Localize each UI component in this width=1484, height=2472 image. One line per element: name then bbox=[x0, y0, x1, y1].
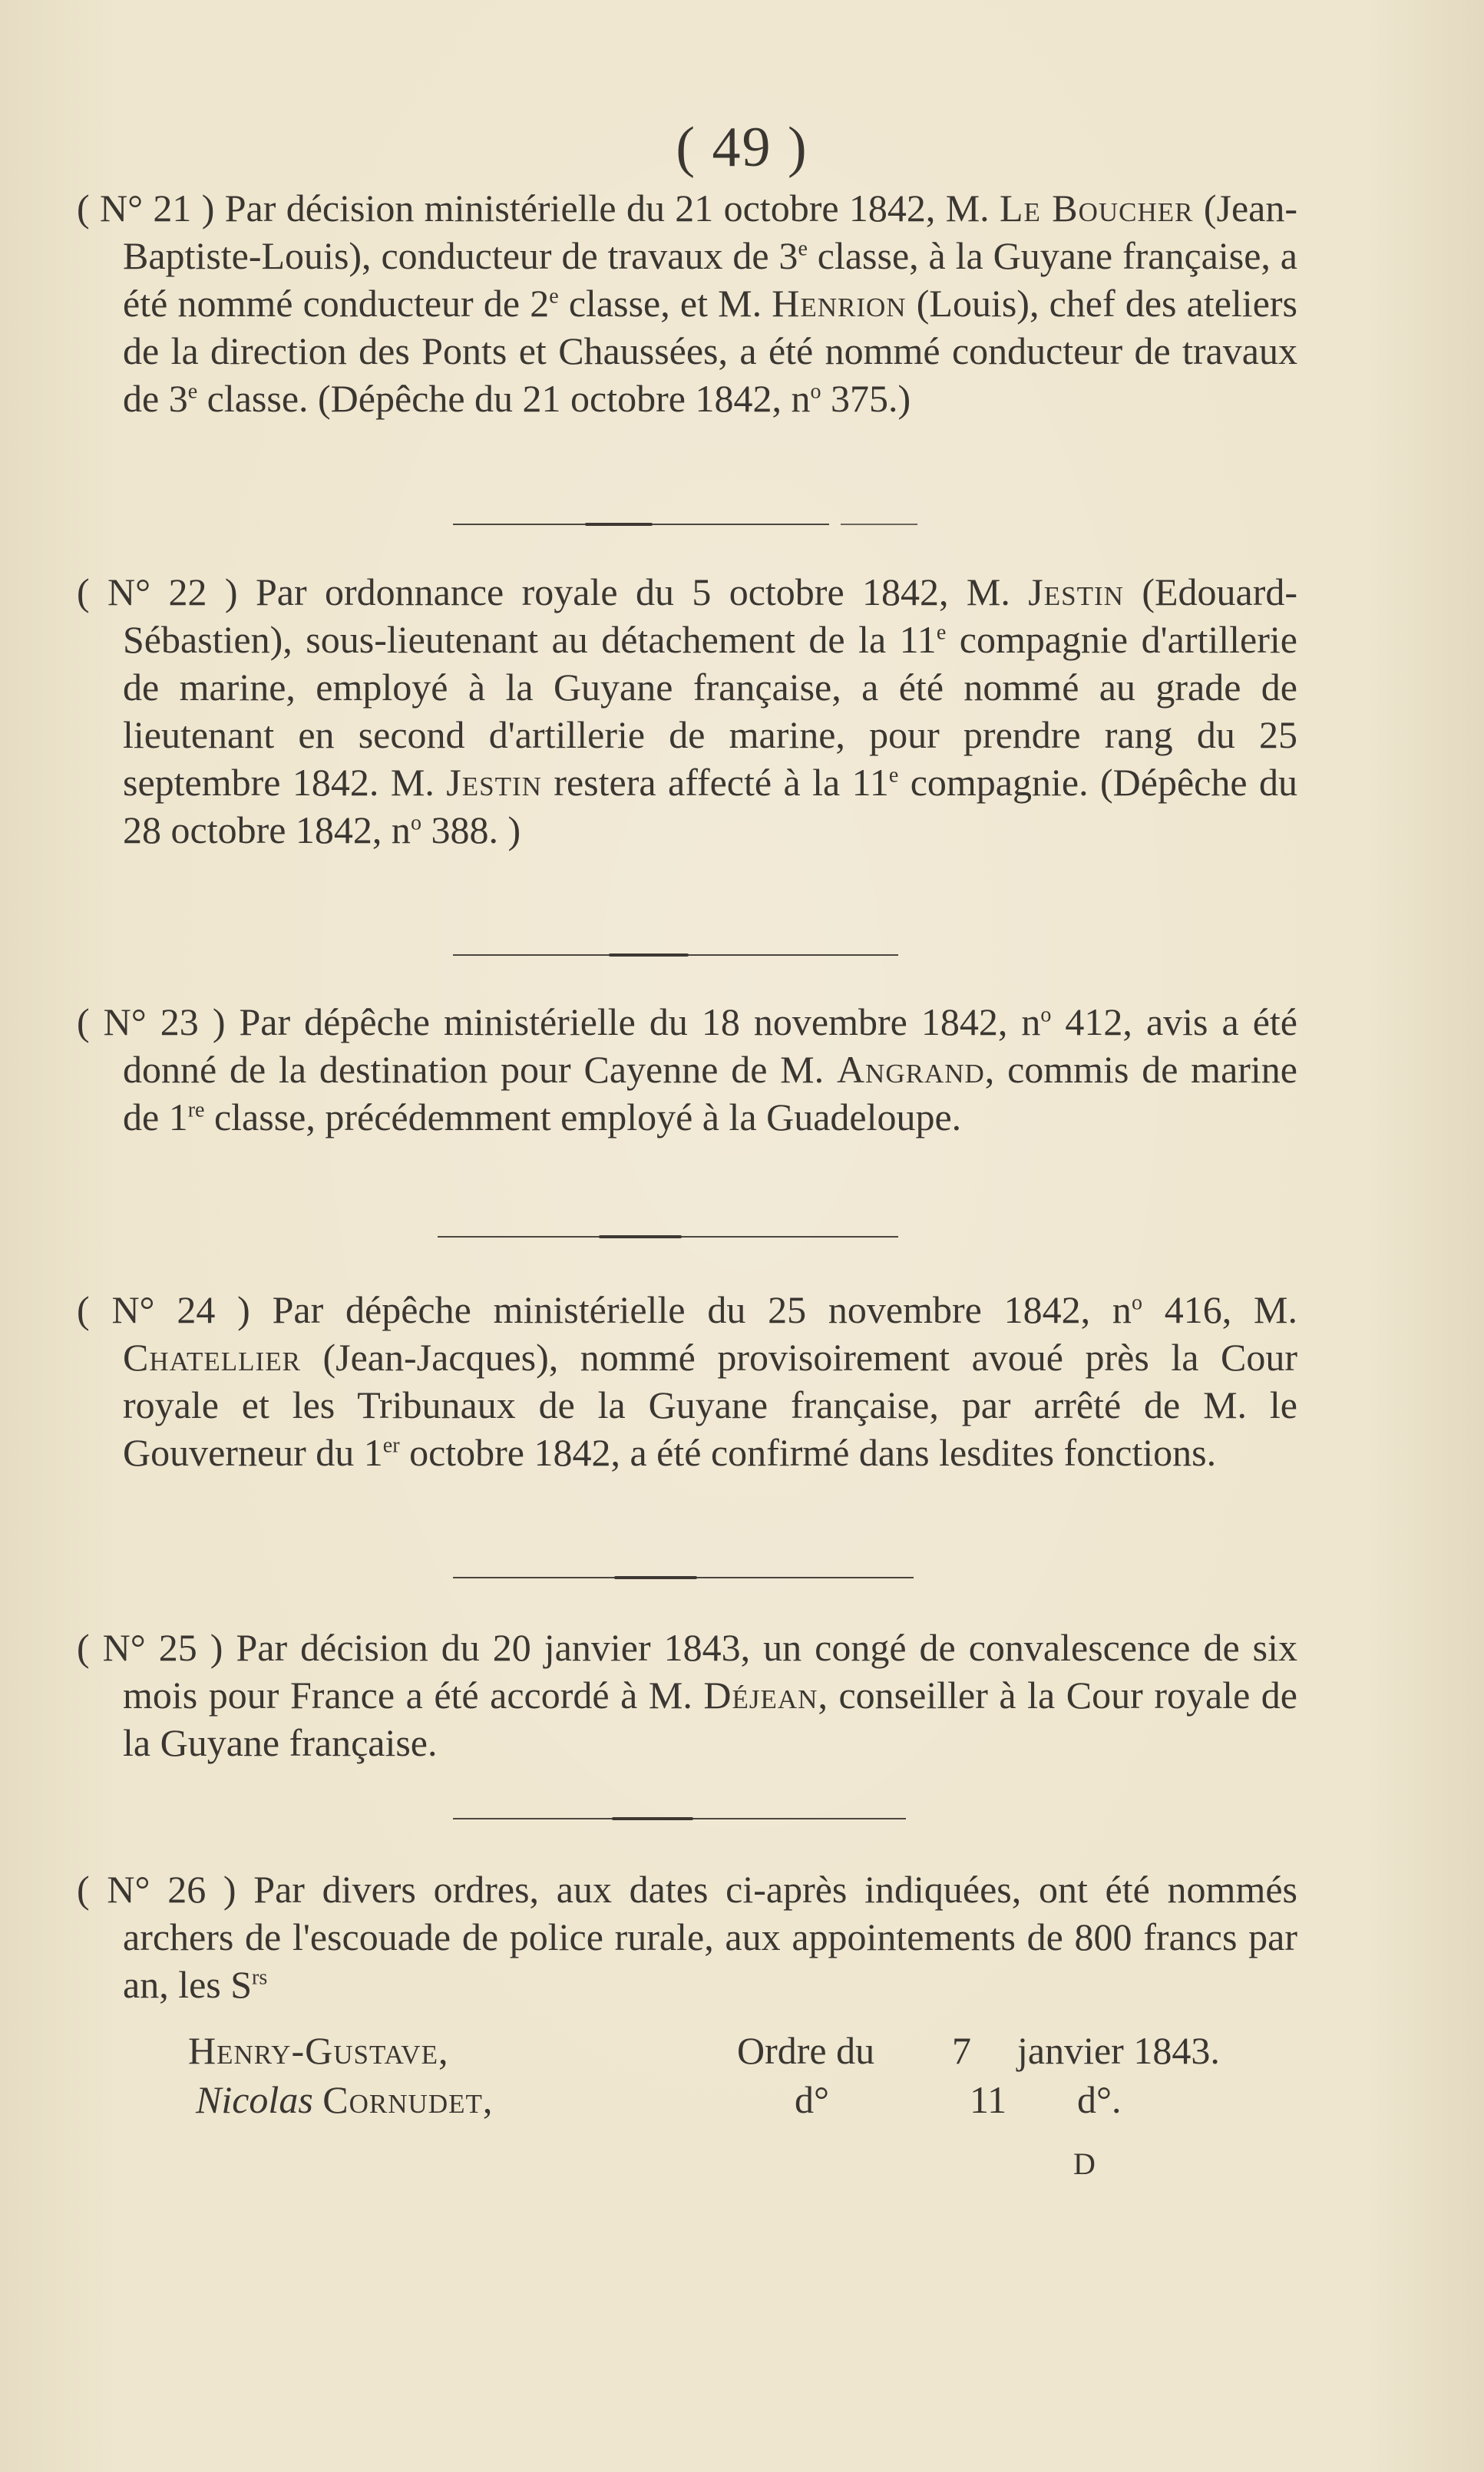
entry-text-run: , commis de marine de 1 bbox=[123, 1048, 1297, 1139]
entry-number: ( N° 22 ) bbox=[77, 570, 238, 613]
entry-text-run: , conseiller à la Cour royale de la Guyane française. bbox=[123, 1674, 1298, 1764]
entry-text bbox=[77, 1866, 1297, 2008]
superscript: re bbox=[187, 1098, 205, 1122]
entry-text-run: Par décision du 20 janvier 1843, un congé de convalescence de six mois pour France a été accordé à M. bbox=[123, 1626, 1298, 1717]
order-rest: janvier 1843. bbox=[1017, 2029, 1220, 2072]
order-label: Ordre du bbox=[737, 2029, 875, 2072]
entry-text bbox=[77, 568, 1297, 854]
entry-21 bbox=[77, 184, 1297, 422]
entry-text-run: 412, avis a été donné de la destination pour Cayenne de M. bbox=[123, 1000, 1297, 1091]
person-name: Déjean bbox=[703, 1674, 818, 1717]
archer-name bbox=[196, 2076, 493, 2123]
person-name: Chatellier bbox=[123, 1336, 301, 1379]
separator-rule-tail bbox=[841, 524, 917, 525]
order-day: 7 bbox=[952, 2029, 971, 2072]
person-name: Angrand bbox=[836, 1048, 985, 1091]
entry-text-run: Par divers ordres, aux dates ci-après indiquées, ont été nommés archers de l'escouade de police rurale, aux appointements de 800 francs par an, les S bbox=[123, 1868, 1297, 2006]
person-name: Henrion bbox=[772, 282, 907, 325]
entry-text-run: octobre 1842, a été confirmé dans lesdites fonctions. bbox=[399, 1431, 1217, 1474]
entry-text-run: classe. (Dépêche du 21 octobre 1842, n bbox=[197, 377, 811, 420]
entry-number: ( N° 26 ) bbox=[77, 1868, 236, 1911]
entry-26 bbox=[77, 1866, 1297, 2008]
superscript: o bbox=[1131, 1291, 1142, 1315]
entry-text-run: Par ordonnance royale du 5 octobre 1842, M. bbox=[237, 570, 1029, 613]
archer-surname: Cornudet, bbox=[322, 2078, 494, 2121]
separator-rule bbox=[453, 1577, 914, 1578]
person-name: Le Boucher bbox=[1000, 187, 1194, 230]
separator-rule bbox=[453, 524, 829, 525]
entry-text bbox=[77, 1624, 1297, 1766]
order-day: 11 bbox=[970, 2078, 1007, 2121]
entry-23 bbox=[77, 998, 1297, 1141]
entry-text-run: 375.) bbox=[821, 377, 911, 420]
entry-number: ( N° 24 ) bbox=[77, 1288, 250, 1331]
entry-text-run: compagnie. (Dépêche du 28 octobre 1842, n bbox=[123, 761, 1297, 851]
entry-text-run: classe, et M. bbox=[558, 282, 772, 325]
person-name: Jestin bbox=[1028, 570, 1124, 613]
entry-text-run: (Jean-Jacques), nommé provisoirement avoué près la Cour royale et les Tribunaux de la Guyane française, par arrêté de M. le Gouverneur du 1 bbox=[123, 1336, 1297, 1474]
entry-number: ( N° 21 ) bbox=[77, 187, 215, 230]
person-name: Jestin bbox=[446, 761, 542, 804]
superscript: o bbox=[410, 811, 421, 835]
superscript: o bbox=[810, 379, 821, 404]
archer-surname: Henry-Gustave, bbox=[188, 2029, 449, 2072]
entry-24 bbox=[77, 1286, 1297, 1476]
entry-text-run: 416, M. bbox=[1142, 1288, 1297, 1331]
separator-rule bbox=[453, 1818, 906, 1819]
entry-text-run: (Louis), chef des ateliers de la direction des Ponts et Chaussées, a été nommé conducteur de travaux de 3 bbox=[123, 282, 1297, 420]
entry-text bbox=[77, 1286, 1297, 1476]
entry-text-run: classe, précédemment employé à la Guadeloupe. bbox=[204, 1096, 962, 1139]
entry-text-run: compagnie d'artillerie de marine, employé à la Guyane française, a été nommé au grade de lieutenant en second d'artillerie de marine, pour prendre rang du 25 septembre 1842. M. bbox=[123, 618, 1297, 804]
entry-text bbox=[77, 998, 1297, 1141]
superscript: e bbox=[888, 763, 899, 788]
entry-25 bbox=[77, 1624, 1297, 1766]
signature-mark: D bbox=[1073, 2146, 1097, 2181]
entry-text bbox=[77, 184, 1297, 422]
entry-text-run: classe, à la Guyane française, a été nommé conducteur de 2 bbox=[123, 234, 1297, 325]
entry-text-run: Par dépêche ministérielle du 25 novembre 1842, n bbox=[250, 1288, 1132, 1331]
order-label: d° bbox=[795, 2078, 829, 2121]
entry-text-run: Par dépêche ministérielle du 18 novembre 1842, n bbox=[225, 1000, 1041, 1043]
superscript: rs bbox=[252, 1965, 268, 1990]
superscript: e bbox=[936, 620, 947, 645]
archer-first-name: Nicolas bbox=[196, 2078, 313, 2121]
superscript: e bbox=[798, 236, 808, 261]
separator-rule bbox=[453, 954, 898, 956]
entry-text-run: (Edouard-Sébastien), sous-lieutenant au détachement de la 11 bbox=[123, 570, 1297, 661]
superscript: o bbox=[1040, 1003, 1052, 1027]
superscript: e bbox=[187, 379, 198, 404]
archer-name bbox=[188, 2027, 448, 2074]
entry-text-run: 388. ) bbox=[421, 808, 521, 851]
entry-text-run: restera affecté à la 11 bbox=[541, 761, 889, 804]
order-rest: d°. bbox=[1077, 2078, 1122, 2121]
entry-text-run: Par décision ministérielle du 21 octobre 1842, M. bbox=[214, 187, 1000, 230]
separator-rule bbox=[438, 1236, 898, 1238]
entry-number: ( N° 23 ) bbox=[77, 1000, 226, 1043]
entry-number: ( N° 25 ) bbox=[77, 1626, 223, 1669]
entry-22 bbox=[77, 568, 1297, 854]
entry-text-run: (Jean-Baptiste-Louis), conducteur de travaux de 3 bbox=[123, 187, 1297, 277]
superscript: e bbox=[549, 284, 559, 309]
superscript: er bbox=[382, 1433, 400, 1458]
page-number: ( 49 ) bbox=[676, 116, 808, 179]
